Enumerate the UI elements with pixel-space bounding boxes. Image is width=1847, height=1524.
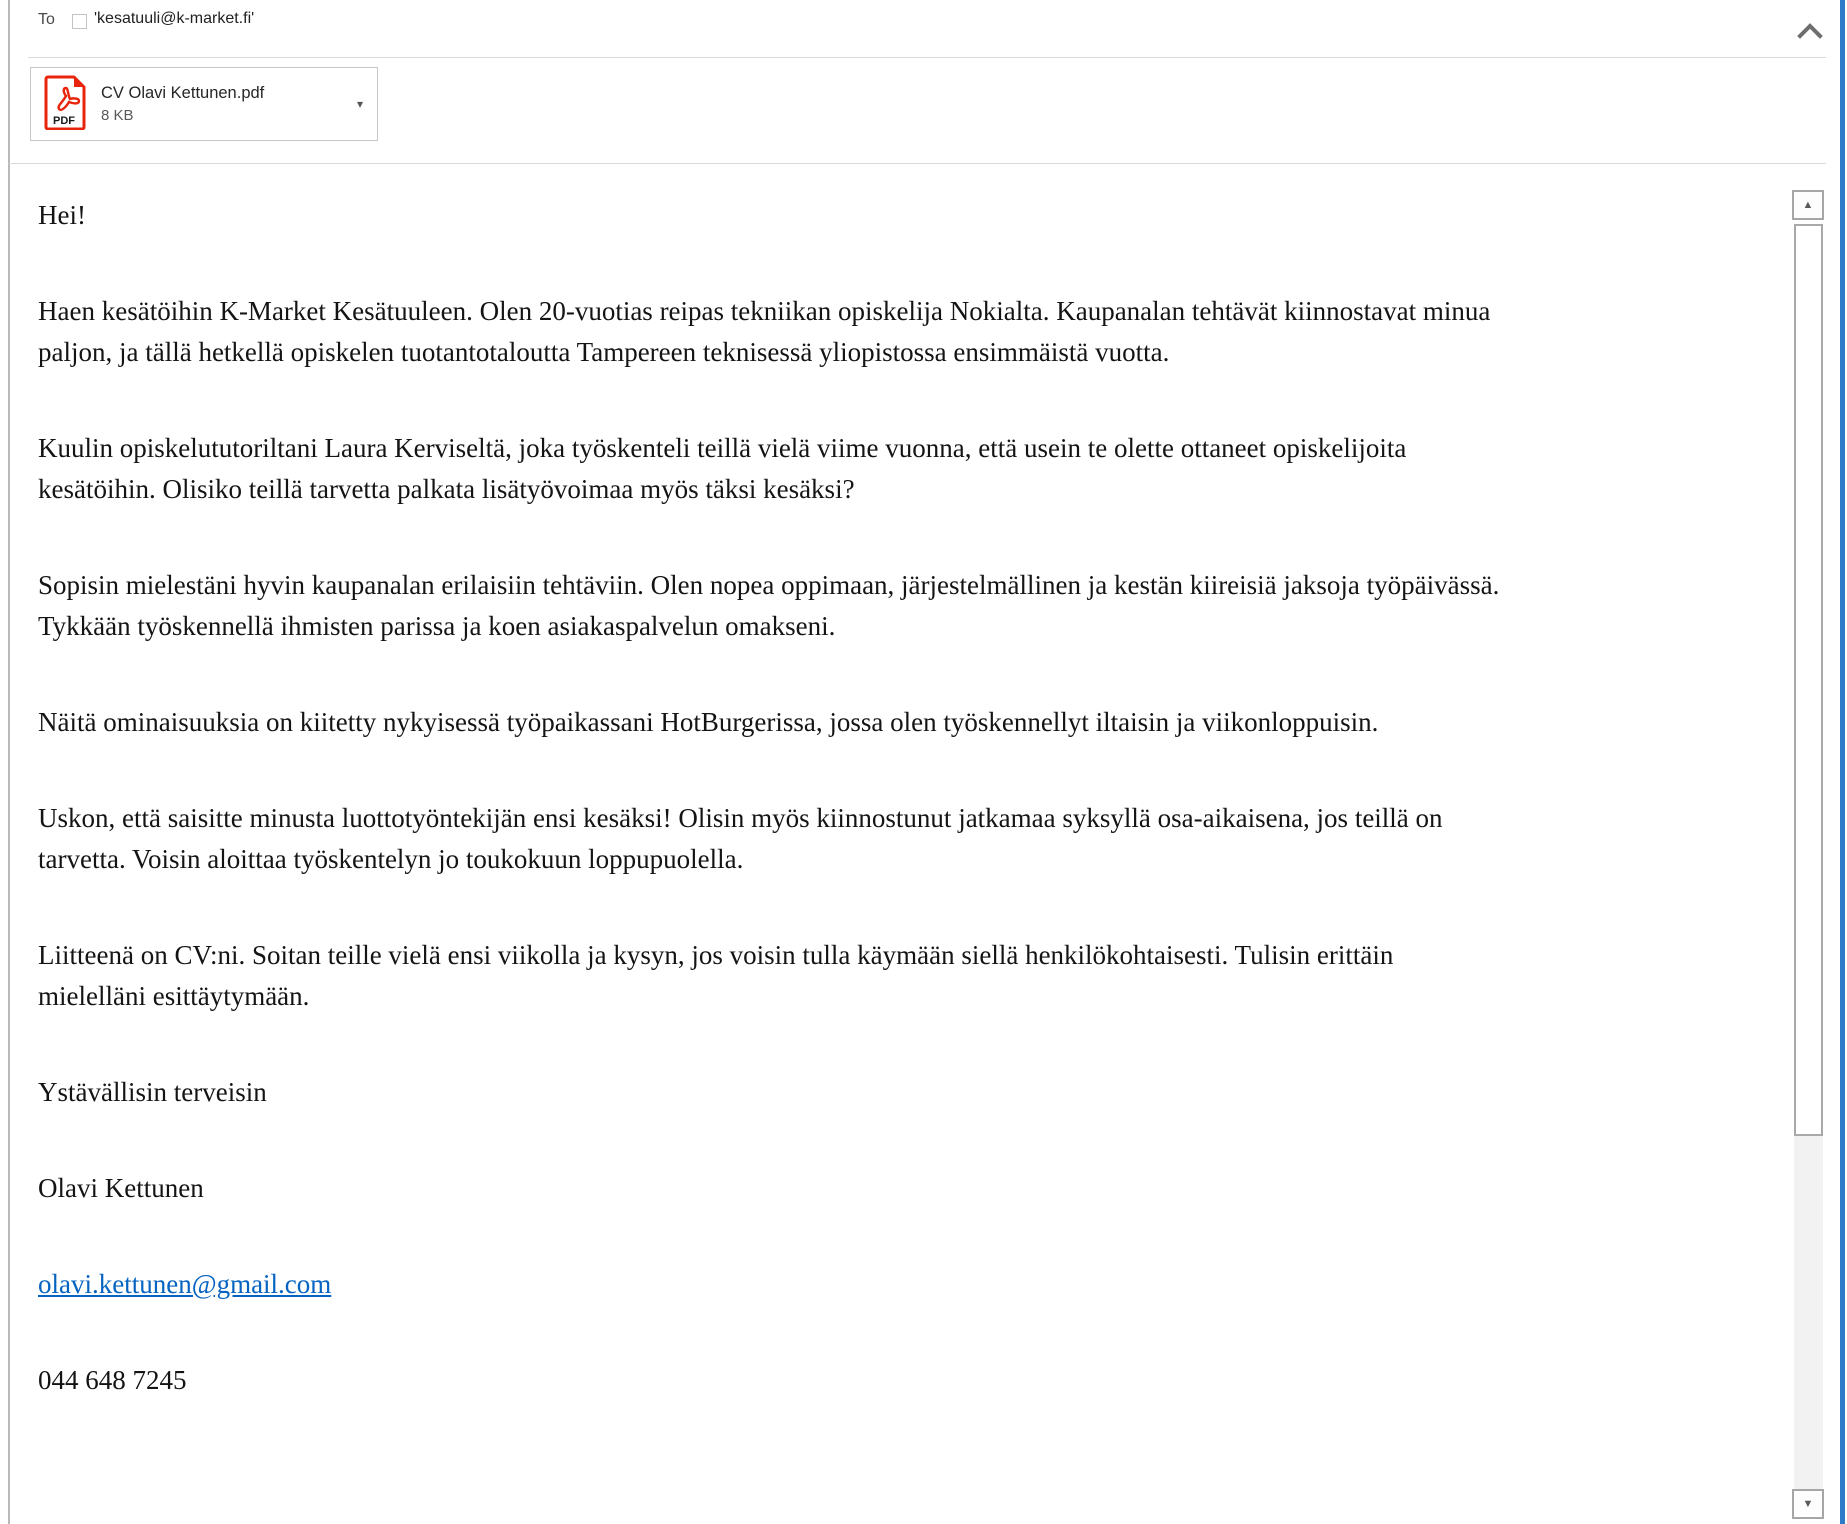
pane-right-border <box>1840 0 1845 1524</box>
email-paragraph: Kuulin opiskelututoriltani Laura Kerviseltä, joka työskenteli teillä vielä viime vuonna, että usein te olette ottaneet opiskelijoita kesätöihin. Olisiko teillä tarvetta palkata lisätyövoimaa myös täksi kesäksi? <box>38 433 1407 504</box>
attachment-meta <box>101 84 357 124</box>
email-paragraph: Näitä ominaisuuksia on kiitetty nykyisessä työpaikassani HotBurgerissa, jossa olen työskennellyt iltaisin ja viikonloppuisin. <box>38 707 1379 737</box>
scrollbar-thumb[interactable] <box>1794 224 1823 1136</box>
recipient-row <box>0 0 1847 57</box>
pdf-icon <box>43 74 89 135</box>
pane-left-border <box>8 0 10 1524</box>
email-paragraph: Liitteenä on CV:ni. Soitan teille vielä ensi viikolla ja kysyn, jos voisin tulla käymään siellä henkilökohtaisesti. Tulisin erittäin mielelläni esittäytymään. <box>38 940 1394 1011</box>
recipient-address[interactable]: 'kesatuuli@k-market.fi' <box>94 10 255 27</box>
attachment-filename: CV Olavi Kettunen.pdf <box>101 84 265 102</box>
signature-phone: 044 648 7245 <box>38 1365 187 1395</box>
signature-email-row <box>38 1264 1506 1305</box>
attachment-separator <box>9 163 1826 164</box>
chevron-up-icon[interactable] <box>1794 19 1826 45</box>
email-body <box>38 195 1506 1456</box>
attachment-card[interactable] <box>30 67 378 141</box>
pdf-label: PDF <box>53 114 75 127</box>
scroll-up-button[interactable] <box>1792 190 1824 220</box>
email-paragraph: Uskon, että saisitte minusta luottotyöntekijän ensi kesäksi! Olisin myös kiinnostunut jatkamaa syksyllä osa-aikaisena, jos teillä on tarvetta. Voisin aloittaa työskentelyn jo toukokuun loppupuolella. <box>38 803 1443 874</box>
email-paragraph: Olavi Kettunen <box>38 1173 204 1203</box>
email-paragraph: Sopisin mielestäni hyvin kaupanalan erilaisiin tehtäviin. Olen nopea oppimaan, järjestelmällinen ja kestän kiireisiä jaksoja työpäivässä. Tykkään työskennellä ihmisten parissa ja koen asiakaspalvelun omakseni. <box>38 570 1500 641</box>
header-separator <box>28 57 1826 58</box>
triangle-up-icon: ▲ <box>1802 198 1814 211</box>
email-paragraph: Hei! <box>38 200 86 230</box>
email-paragraphs <box>38 195 1506 1209</box>
attachment-filesize: 8 KB <box>101 107 134 124</box>
scroll-down-button[interactable] <box>1792 1489 1824 1519</box>
email-paragraph: Haen kesätöihin K-Market Kesätuuleen. Olen 20-vuotias reipas tekniikan opiskelija Nokialta. Kaupanalan tehtävät kiinnostavat minua paljon, ja tällä hetkellä opiskelen tuotantotaloutta Tampereen teknisessä yliopistossa ensimmäistä vuotta. <box>38 296 1491 367</box>
email-link[interactable]: olavi.kettunen@gmail.com <box>38 1269 332 1299</box>
triangle-down-icon: ▼ <box>1802 1497 1814 1510</box>
caret-down-icon[interactable]: ▾ <box>356 97 363 111</box>
checkbox-icon[interactable] <box>72 14 87 29</box>
to-label: To <box>38 11 55 28</box>
email-paragraph: Ystävällisin terveisin <box>38 1077 267 1107</box>
